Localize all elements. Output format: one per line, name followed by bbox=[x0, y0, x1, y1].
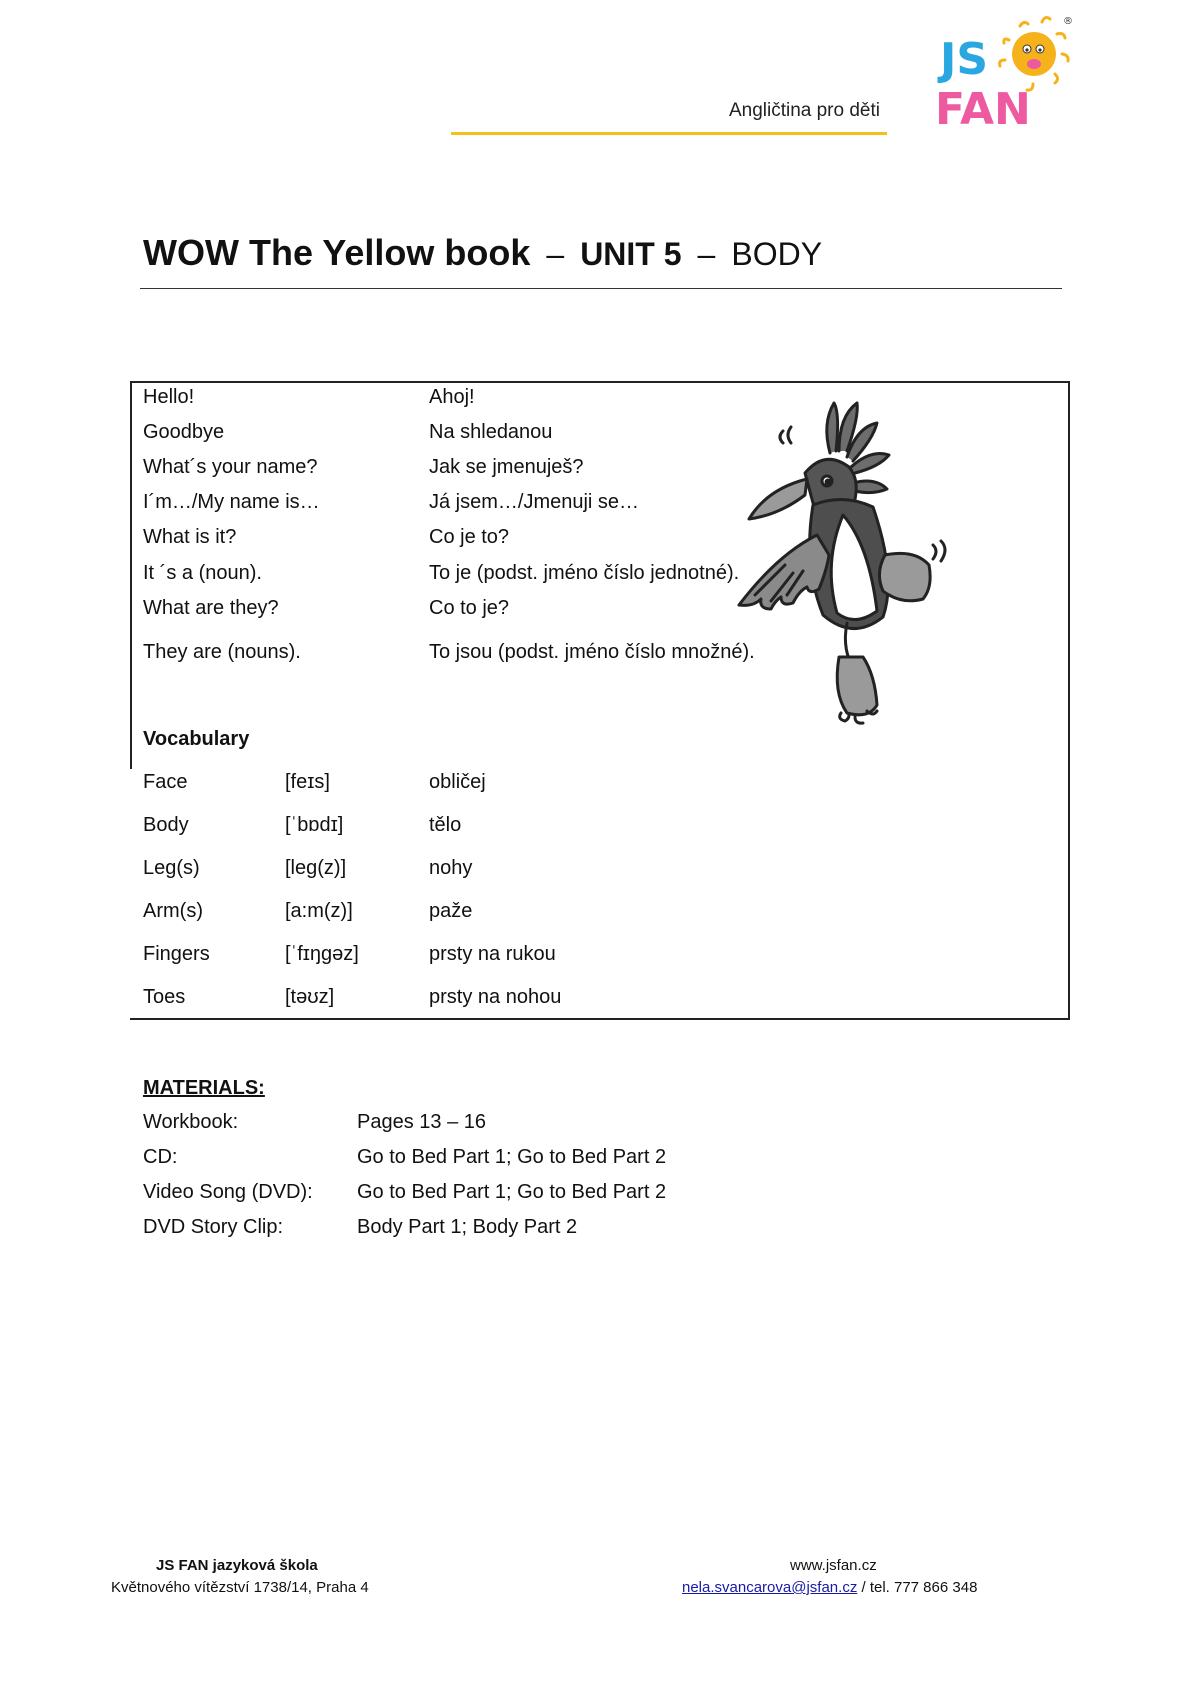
vocab-ipa: [təʊz] bbox=[285, 986, 335, 1008]
phrase-en: What´s your name? bbox=[143, 456, 318, 478]
phrase-cz: Co to je? bbox=[429, 597, 510, 619]
footer-school-name: JS FAN jazyková škola bbox=[156, 1557, 318, 1574]
jsfan-logo bbox=[905, 12, 1075, 134]
vocab-cz: obličej bbox=[429, 771, 486, 793]
material-label: Workbook: bbox=[143, 1111, 239, 1133]
header-subtitle: Angličtina pro děti bbox=[728, 100, 880, 121]
vocab-cz: nohy bbox=[429, 857, 473, 879]
footer-phone: / tel. 777 866 348 bbox=[857, 1579, 978, 1596]
phrase-cz: Ahoj! bbox=[429, 386, 475, 408]
vocab-ipa: [ˈbɒdɪ] bbox=[285, 814, 344, 836]
phrase-cz: Já jsem…/Jmenuji se… bbox=[429, 491, 640, 513]
vocab-ipa: [ˈfɪŋgəz] bbox=[285, 943, 359, 965]
vocab-cz: prsty na nohou bbox=[429, 986, 562, 1008]
material-label: Video Song (DVD): bbox=[143, 1181, 313, 1203]
vocab-ipa: [leg(z)] bbox=[285, 857, 347, 879]
title-separator: – bbox=[546, 236, 565, 272]
registered-mark: ® bbox=[1063, 16, 1073, 27]
phrase-cz: Na shledanou bbox=[429, 421, 553, 443]
vocab-ipa: [feɪs] bbox=[285, 771, 330, 793]
material-label: CD: bbox=[143, 1146, 178, 1168]
vocab-word: Arm(s) bbox=[143, 900, 203, 922]
vocab-cz: prsty na rukou bbox=[429, 943, 556, 965]
vocabulary-heading: Vocabulary bbox=[143, 728, 250, 750]
table-border-bottom bbox=[130, 1018, 1070, 1020]
phrase-en: What are they? bbox=[143, 597, 279, 619]
phrase-en: I´m…/My name is… bbox=[143, 491, 320, 513]
vocab-word: Leg(s) bbox=[143, 857, 200, 879]
footer-address: Květnového vítězství 1738/14, Praha 4 bbox=[111, 1579, 369, 1596]
page-title bbox=[143, 232, 822, 274]
header-underline bbox=[451, 132, 887, 135]
logo-fan-text: FAN bbox=[935, 84, 1031, 134]
table-border-top bbox=[130, 381, 1070, 383]
phrase-en: Hello! bbox=[143, 386, 195, 408]
vocab-cz: paže bbox=[429, 900, 473, 922]
title-topic: BODY bbox=[731, 236, 823, 272]
phrase-en: What is it? bbox=[143, 526, 237, 548]
vocab-word: Fingers bbox=[143, 943, 210, 965]
title-separator: – bbox=[697, 236, 716, 272]
phrase-cz: To jsou (podst. jméno číslo množné). bbox=[429, 641, 755, 663]
phrase-en: Goodbye bbox=[143, 421, 225, 443]
material-value: Body Part 1; Body Part 2 bbox=[357, 1216, 578, 1238]
vocab-word: Face bbox=[143, 771, 188, 793]
table-border-left bbox=[130, 381, 132, 769]
vocab-word: Toes bbox=[143, 986, 186, 1008]
logo-js-text: JS bbox=[940, 34, 989, 85]
footer-email-link[interactable]: nela.svancarova@jsfan.cz bbox=[682, 1579, 858, 1596]
sun-icon bbox=[1000, 18, 1069, 91]
material-value: Go to Bed Part 1; Go to Bed Part 2 bbox=[357, 1146, 667, 1168]
vocab-ipa: [a:m(z)] bbox=[285, 900, 353, 922]
phrase-cz: Jak se jmenuješ? bbox=[429, 456, 584, 478]
vocab-word: Body bbox=[143, 814, 189, 836]
table-border-right bbox=[1068, 381, 1070, 1020]
footer-contact bbox=[682, 1579, 977, 1596]
phrase-cz: Co je to? bbox=[429, 526, 510, 548]
materials-heading: MATERIALS: bbox=[143, 1077, 265, 1099]
phrase-en: It ´s a (noun). bbox=[143, 562, 262, 584]
material-value: Go to Bed Part 1; Go to Bed Part 2 bbox=[357, 1181, 667, 1203]
phrase-en: They are (nouns). bbox=[143, 641, 301, 663]
material-value: Pages 13 – 16 bbox=[357, 1111, 486, 1133]
magpie-illustration bbox=[735, 395, 965, 735]
phrase-cz: To je (podst. jméno číslo jednotné). bbox=[429, 562, 740, 584]
material-label: DVD Story Clip: bbox=[143, 1216, 284, 1238]
footer-website[interactable]: www.jsfan.cz bbox=[790, 1557, 877, 1574]
vocab-cz: tělo bbox=[429, 814, 462, 836]
title-rule bbox=[140, 288, 1062, 289]
title-unit: UNIT 5 bbox=[580, 236, 682, 272]
title-book: WOW The Yellow book bbox=[143, 232, 531, 273]
